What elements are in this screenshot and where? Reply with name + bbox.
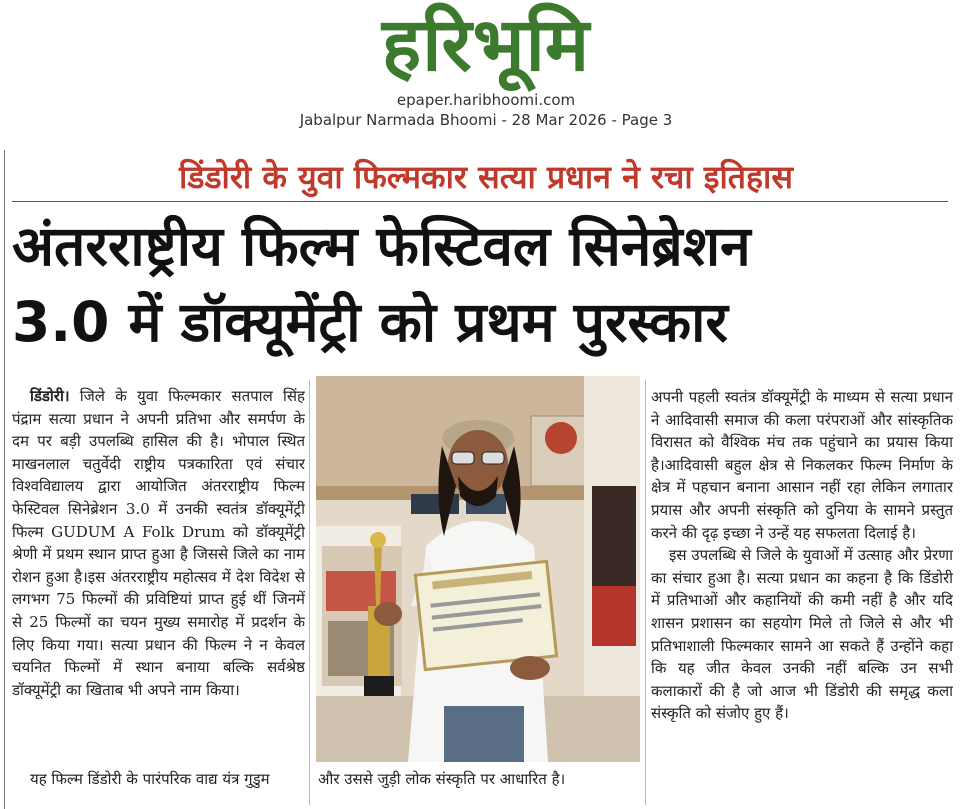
middle-column-continuation: और उससे जुड़ी लोक संस्कृति पर आधारित है। [318,770,566,788]
edition-line: Jabalpur Narmada Bhoomi - 28 Mar 2026 - Page 3 [299,111,673,129]
epaper-url: epaper.haribhoomi.com [396,91,576,109]
right-paragraph-1: अपनी पहली स्वतंत्र डॉक्यूमेंट्री के माध्यम से सत्या प्रधान ने आदिवासी समाज की कला परंपराओं और सांस्कृतिक विरासत को वैश्विक मंच तक पहुंचाने का प्रयास किया है।आदिवासी बहुल क्षेत्र से निकलकर फिल्म निर्माण के क्षेत्र में पहचान बनाना आसान नहीं रहा लेकिन लगातार प्रयास और अपनी संस्कृति को दुनिया के सामने प्रस्तुत करने की दृढ़ इच्छा ने उन्हें यह सफलता दिलाई है। [651,388,953,542]
photo-illustration [316,376,640,762]
column-divider-right [645,380,646,805]
article-headline [12,208,962,360]
haribhoomi-logo: हरिभूमि [381,2,591,88]
column-divider-left [309,380,310,805]
headline-line-1: अंतरराष्ट्रीय फिल्म फेस्टिवल सिनेब्रेशन [12,214,751,278]
kicker-divider [12,201,948,202]
masthead [0,0,972,150]
left-border-rule [4,150,5,809]
headline-line-2: 3.0 में डॉक्यूमेंट्री को प्रथम पुरस्कार [12,290,728,354]
left-paragraph-text: जिले के युवा फिल्मकार सतपाल सिंह पंद्राम सत्या प्रधान ने अपनी प्रतिभा और समर्पण के दम पर बड़ी उपलब्धि हासिल की है। भोपाल स्थित माखनलाल चतुर्वेदी राष्ट्रीय पत्रकारिता एवं संचार विश्वविद्यालय द्वारा आयोजित अंतरराष्ट्रीय फिल्म फेस्टिवल सिनेब्रेशन 3.0 में उनकी स्वतंत्र डॉक्यूमेंट्री फिल्म GUDUM A Folk Drum को डॉक्यूमेंट्री श्रेणी में प्रथम स्थान प्राप्त हुआ है जिससे जिले का नाम रोशन हुआ है।इस अंतरराष्ट्रीय महोत्सव में देश विदेश से लगभग 75 फिल्मों की प्रविष्टियां प्राप्त हुई थीं जिनमें से 25 फिल्मों का चयन मुख्य समारोह में प्रदर्शन के लिए किया गया। सत्या प्रधान की फिल्म ने न केवल चयनित फिल्मों में स्थान बनाया बल्कि सर्वश्रेष्ठ डॉक्यूमेंट्री का खिताब भी अपने नाम किया। [12,387,305,699]
article-kicker: डिंडोरी के युवा फिल्मकार सत्या प्रधान ने रचा इतिहास [179,158,793,196]
article-photo-filmmaker-with-award [316,376,640,762]
dateline: डिंडोरी। [30,387,70,405]
article-column-left [12,385,305,753]
left-column-last-line: यह फिल्म डिंडोरी के पारंपरिक वाद्य यंत्र गुडुम [30,770,270,788]
right-paragraph-2: इस उपलब्धि से जिले के युवाओं में उत्साह और प्रेरणा का संचार हुआ है। सत्या प्रधान का कहना है कि डिंडोरी में प्रतिभाओं और कहानियों की कमी नहीं है और यदि शासन प्रशासन का सहयोग मिले तो जिले से और भी प्रतिभाशाली फिल्मकार सामने आ सकते हैं उन्होंने कहा कि यह जीत केवल उनकी नहीं बल्कि उन सभी कलाकारों की है जो आज भी डिंडोरी की समृद्ध कला संस्कृति को संजोए हुए हैं। [651,546,953,723]
left-paragraph [12,385,305,701]
article-column-right [651,386,953,804]
